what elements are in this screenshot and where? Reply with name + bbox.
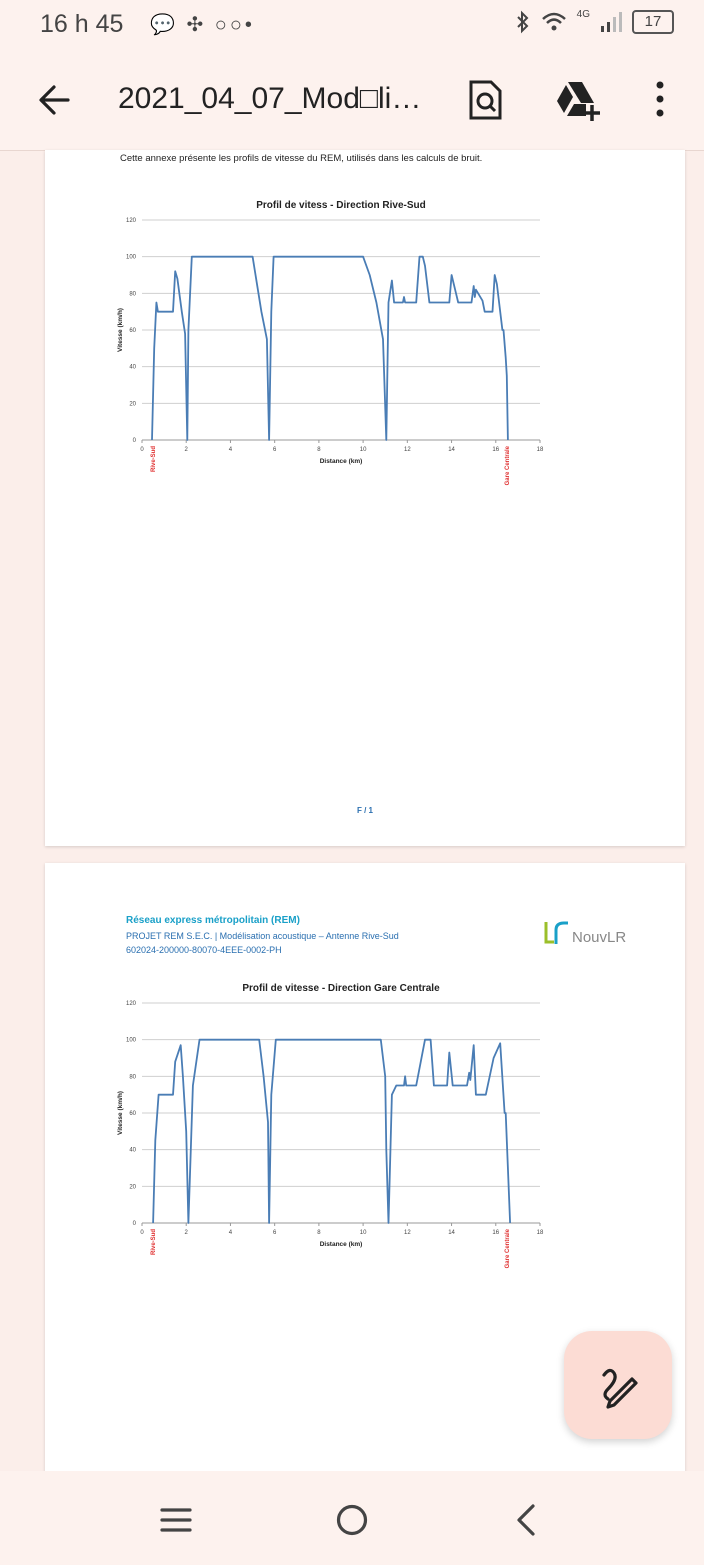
edit-pen-icon bbox=[564, 1331, 672, 1439]
y-tick-label: 40 bbox=[129, 364, 136, 371]
y-tick-label: 100 bbox=[125, 1037, 136, 1044]
signal-icon bbox=[600, 11, 622, 33]
back-arrow-icon[interactable] bbox=[34, 78, 78, 122]
x-tick-label: 10 bbox=[359, 1230, 367, 1236]
x-tick-label: 2 bbox=[184, 1230, 188, 1236]
y-axis-label: Vitesse (km/h) bbox=[117, 308, 124, 352]
notification-icons: 💬 ✣ ○○• bbox=[150, 14, 255, 36]
station-label: Rive-Sud bbox=[151, 1229, 158, 1256]
nouvlr-logo-mark bbox=[542, 920, 570, 948]
x-tick-label: 14 bbox=[448, 447, 455, 453]
x-axis-label: Distance (km) bbox=[319, 458, 363, 465]
x-tick-label: 6 bbox=[272, 1230, 277, 1236]
x-tick-label: 18 bbox=[536, 1230, 544, 1236]
speed-series-line bbox=[152, 257, 508, 440]
x-tick-label: 2 bbox=[184, 447, 188, 453]
report-header-project: PROJET REM S.E.C. | Modélisation acoustique – Antenne Rive-Sud bbox=[126, 931, 399, 941]
x-tick-label: 8 bbox=[317, 447, 321, 453]
x-tick-label: 18 bbox=[536, 447, 544, 453]
x-tick-label: 6 bbox=[272, 447, 277, 453]
y-tick-label: 20 bbox=[129, 401, 136, 408]
station-label: Gare Centrale bbox=[504, 1229, 511, 1269]
report-header-reference: 602024-200000-80070-4EEE-0002-PH bbox=[126, 945, 282, 955]
system-nav-bar bbox=[0, 1471, 704, 1565]
network-type: 4G bbox=[576, 8, 590, 20]
x-tick-label: 4 bbox=[228, 1230, 233, 1236]
more-options-icon[interactable] bbox=[646, 78, 674, 122]
y-tick-label: 0 bbox=[132, 1221, 136, 1227]
status-time: 16 h 45 bbox=[40, 10, 124, 38]
speed-profile-chart-rive-sud bbox=[45, 190, 685, 520]
y-tick-label: 20 bbox=[129, 1184, 136, 1191]
x-tick-label: 4 bbox=[228, 447, 233, 453]
station-label: Gare Centrale bbox=[504, 446, 511, 486]
document-title: 2021_04_07_Mod□li… bbox=[118, 82, 422, 115]
recent-apps-icon[interactable] bbox=[151, 1495, 201, 1545]
y-tick-label: 120 bbox=[125, 218, 136, 224]
x-axis-label: Distance (km) bbox=[319, 1241, 363, 1248]
status-indicators bbox=[515, 10, 674, 34]
chart-title: Profil de vitess - Direction Rive-Sud bbox=[256, 200, 426, 211]
x-tick-label: 12 bbox=[403, 1230, 411, 1236]
y-tick-label: 0 bbox=[132, 438, 136, 444]
x-tick-label: 10 bbox=[359, 447, 367, 453]
pdf-page-1 bbox=[45, 150, 685, 846]
search-document-icon[interactable] bbox=[466, 78, 506, 122]
x-tick-label: 16 bbox=[492, 1230, 500, 1236]
x-tick-label: 14 bbox=[448, 1230, 455, 1236]
report-header-title: Réseau express métropolitain (REM) bbox=[126, 915, 300, 926]
y-tick-label: 40 bbox=[129, 1147, 136, 1154]
y-tick-label: 60 bbox=[129, 1111, 136, 1117]
y-tick-label: 120 bbox=[125, 1001, 136, 1007]
x-tick-label: 0 bbox=[140, 1230, 144, 1236]
intro-text: Cette annexe présente les profils de vitesse du REM, utilisés dans les calculs de bruit. bbox=[120, 153, 483, 164]
app-bar bbox=[0, 52, 704, 151]
edit-fab[interactable] bbox=[564, 1331, 672, 1439]
battery-icon: 17 bbox=[632, 10, 674, 34]
bluetooth-icon bbox=[515, 10, 531, 34]
logo-text: NouvLR bbox=[572, 929, 627, 946]
add-to-drive-icon[interactable] bbox=[554, 78, 602, 122]
y-tick-label: 80 bbox=[129, 1074, 136, 1081]
home-icon[interactable] bbox=[327, 1495, 377, 1545]
chart-title: Profil de vitesse - Direction Gare Centrale bbox=[242, 983, 440, 994]
y-tick-label: 60 bbox=[129, 328, 136, 334]
x-tick-label: 16 bbox=[492, 447, 500, 453]
nouvlr-logo bbox=[542, 920, 642, 950]
x-tick-label: 12 bbox=[403, 447, 411, 453]
x-tick-label: 0 bbox=[140, 447, 144, 453]
wifi-icon bbox=[541, 11, 567, 33]
y-tick-label: 100 bbox=[125, 254, 136, 261]
y-axis-label: Vitesse (km/h) bbox=[117, 1091, 124, 1135]
back-nav-icon[interactable] bbox=[502, 1495, 552, 1545]
y-tick-label: 80 bbox=[129, 291, 136, 298]
status-bar bbox=[0, 0, 704, 52]
page-footer: F / 1 bbox=[356, 806, 373, 815]
speed-series-line bbox=[153, 1040, 510, 1223]
x-tick-label: 8 bbox=[317, 1230, 321, 1236]
station-label: Rive-Sud bbox=[151, 446, 158, 473]
speed-profile-chart-gare-centrale bbox=[45, 973, 685, 1303]
